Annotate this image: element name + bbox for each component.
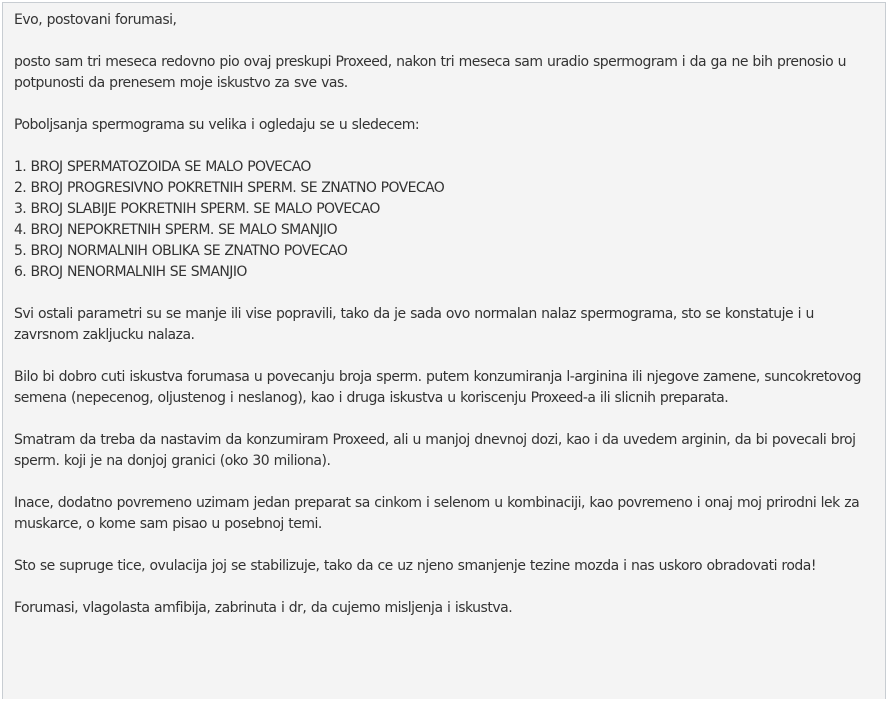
improvement-item: 2. BROJ PROGRESIVNO POKRETNIH SPERM. SE ZNATNO POVECAO <box>14 180 445 196</box>
post-closing: Forumasi, vlagolasta amfibija, zabrinuta i dr, da cujemo misljenja i iskustva. <box>14 600 513 616</box>
improvement-item: 1. BROJ SPERMATOZOIDA SE MALO POVECAO <box>14 159 311 175</box>
post-paragraph: Sto se supruge tice, ovulacija joj se stabilizuje, tako da ce uz njeno smanjenje tezine mozda i nas uskoro obradovati roda! <box>14 558 816 574</box>
improvement-item: 5. BROJ NORMALNIH OBLIKA SE ZNATNO POVECAO <box>14 243 348 259</box>
post-paragraph: Svi ostali parametri su se manje ili vise popravili, tako da je sada ovo normalan nalaz spermograma, sto se konstatuje i u zavrsnom zakljucku nalaza. <box>14 306 814 343</box>
forum-post-panel <box>2 2 886 699</box>
improvements-list <box>14 157 880 283</box>
post-body <box>14 10 880 640</box>
post-paragraph: Bilo bi dobro cuti iskustva forumasa u povecanju broja sperm. putem konzumiranja l-arginina ili njegove zamene, suncokretovog semena (nepecenog, oljustenog i neslanog), kao i druga iskustva u koriscenju Proxeed-a ili slicnih preparata. <box>14 369 861 406</box>
improvements-intro: Poboljsanja spermograma su velika i ogledaju se u sledecem: <box>14 117 420 133</box>
post-greeting: Evo, postovani forumasi, <box>14 12 177 28</box>
post-paragraph: Inace, dodatno povremeno uzimam jedan preparat sa cinkom i selenom u kombinaciji, kao povremeno i onaj moj prirodni lek za muskarce, o kome sam pisao u posebnoj temi. <box>14 495 860 532</box>
post-paragraph: Smatram da treba da nastavim da konzumiram Proxeed, ali u manjoj dnevnoj dozi, kao i da uvedem arginin, da bi povecali broj sperm. koji je na donjoj granici (oko 30 miliona). <box>14 432 856 469</box>
improvement-item: 4. BROJ NEPOKRETNIH SPERM. SE MALO SMANJIO <box>14 222 337 238</box>
improvement-item: 3. BROJ SLABIJE POKRETNIH SPERM. SE MALO POVECAO <box>14 201 380 217</box>
improvement-item: 6. BROJ NENORMALNIH SE SMANJIO <box>14 264 247 280</box>
post-intro: posto sam tri meseca redovno pio ovaj preskupi Proxeed, nakon tri meseca sam uradio spermogram i da ga ne bih prenosio u potpunosti da prenesem moje iskustvo za sve vas. <box>14 54 846 91</box>
